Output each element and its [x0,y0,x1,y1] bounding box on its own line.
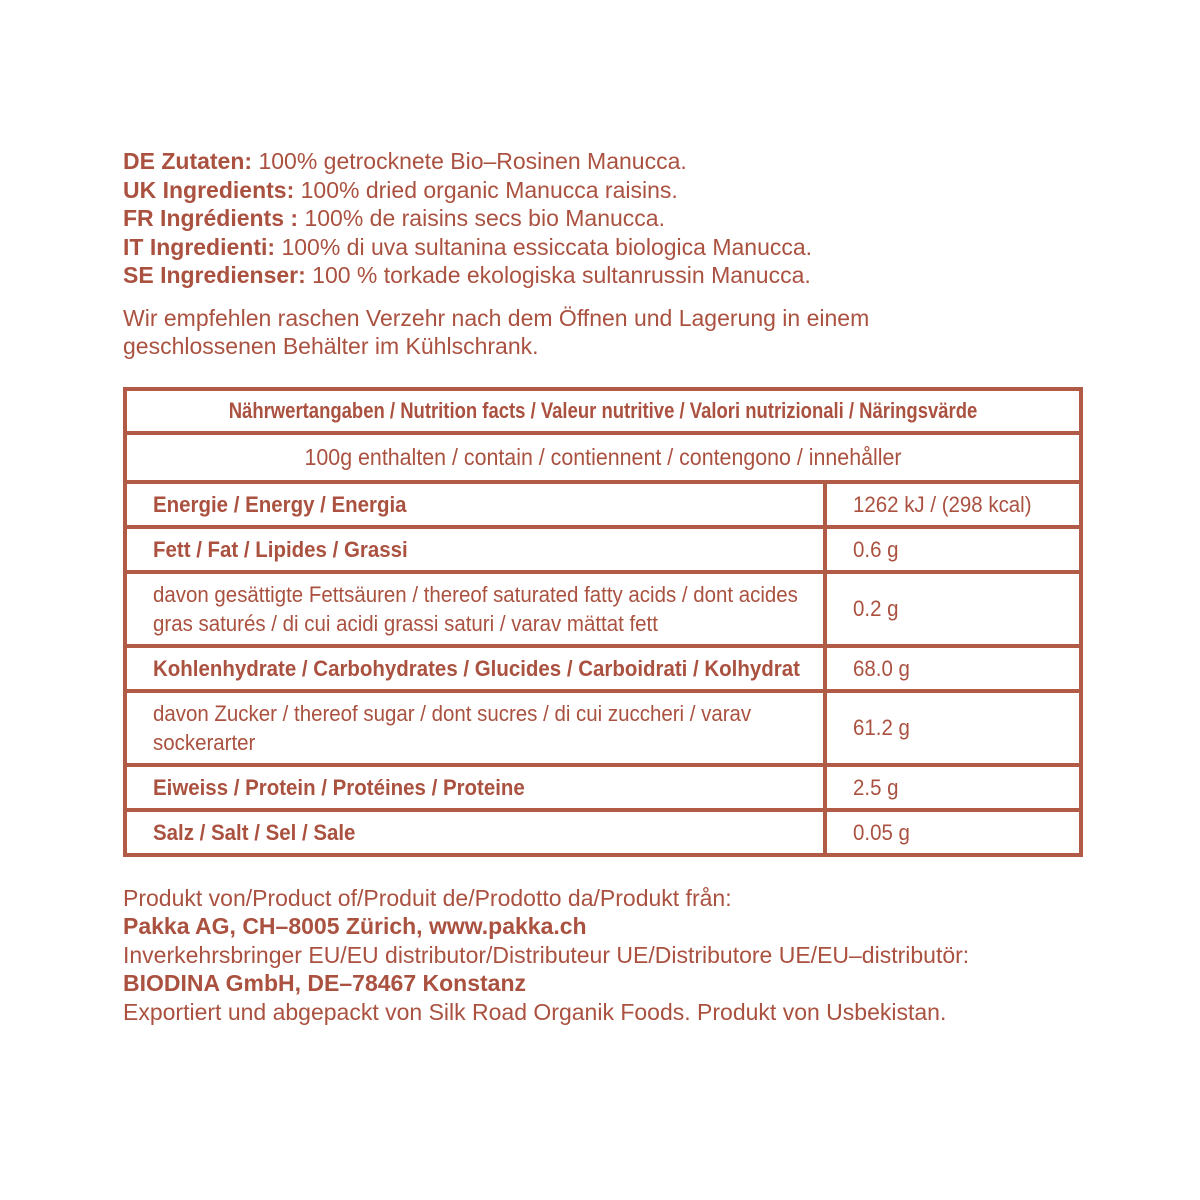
nutrition-row-fat [125,527,1081,572]
ingredient-prefix: SE Ingredienser: [123,262,306,288]
ingredient-text: 100% dried organic Manucca raisins. [300,176,678,203]
ingredient-line-fr [123,204,1079,233]
nutrition-row-label: Energie / Energy / Energia [125,482,825,527]
ingredient-text: 100% di uva sultanina essiccata biologica Manucca. [281,233,813,260]
ingredient-line-se [123,261,1079,290]
nutrition-row-value: 1262 kJ / (298 kcal) [825,482,1081,527]
nutrition-row-label: Salz / Salt / Sel / Sale [125,810,825,855]
nutrition-row-protein [125,765,1081,810]
ingredient-text: 100 % torkade ekologiska sultanrussin Manucca. [312,262,811,288]
ingredient-text: 100% de raisins secs bio Manucca. [304,205,665,231]
ingredient-line-de [123,147,1079,176]
product-of-line: Produkt von/Product of/Produit de/Prodotto da/Produkt från: [123,884,732,911]
nutrition-table-subtitle: 100g enthalten / contain / contiennent / contengono / innehåller [304,443,902,470]
nutrition-row-label: davon Zucker / thereof sugar / dont sucres / di cui zuccheri / varav sockerarter [125,691,825,765]
nutrition-row-label: Fett / Fat / Lipides / Grassi [125,527,825,572]
ingredient-prefix: IT Ingredienti: [123,233,276,260]
nutrition-table-subtitle-row [125,433,1081,482]
eu-distributor-line: BIODINA GmbH, DE–78467 Konstanz [123,970,527,996]
export-origin-line: Exportiert und abgepackt von Silk Road Organik Foods. Produkt von Usbekistan. [123,998,947,1025]
ingredients-section [123,147,1079,290]
nutrition-row-value: 0.6 g [825,527,1081,572]
nutrition-row-label: Kohlenhydrate / Carbohydrates / Glucides / Carboidrati / Kolhydrat [125,646,825,691]
nutrition-table-subtitle-cell [125,433,1081,482]
ingredient-prefix: DE Zutaten: [123,148,253,174]
ingredient-text: 100% getrocknete Bio–Rosinen Manucca. [258,148,687,174]
eu-distributor-label-line: Inverkehrsbringer EU/EU distributor/Distributeur UE/Distributore UE/EU–distributör: [123,941,970,968]
label-content [123,147,1079,1026]
nutrition-row-label: davon gesättigte Fettsäuren / thereof saturated fatty acids / dont acides gras saturés / di cui acidi grassi saturi / varav mättat fett [125,572,825,646]
nutrition-row-energy [125,482,1081,527]
producer-line: Pakka AG, CH–8005 Zürich, www.pakka.ch [123,913,587,939]
nutrition-row-value: 68.0 g [825,646,1081,691]
ingredient-line-uk [123,176,1079,205]
nutrition-table-title-row [125,389,1081,433]
ingredient-prefix: FR Ingrédients : [123,205,299,231]
nutrition-row-value: 61.2 g [825,691,1081,765]
nutrition-row-value: 0.05 g [825,810,1081,855]
nutrition-row-value: 0.2 g [825,572,1081,646]
ingredient-prefix: UK Ingredients: [123,176,295,203]
ingredient-line-it [123,233,1079,262]
nutrition-table-title: Nährwertangaben / Nutrition facts / Valeur nutritive / Valori nutrizionali / Näringsvärde [228,397,978,423]
producer-info [123,884,1079,1027]
nutrition-table-title-cell [125,389,1081,433]
storage-note: Wir empfehlen raschen Verzehr nach dem Öffnen und Lagerung in einem geschlossenen Behälter im Kühlschrank. [123,304,870,359]
nutrition-row-sugar [125,691,1081,765]
nutrition-row-carbohydrates [125,646,1081,691]
nutrition-row-label: Eiweiss / Protein / Protéines / Proteine [125,765,825,810]
nutrition-row-saturated-fat [125,572,1081,646]
nutrition-row-value: 2.5 g [825,765,1081,810]
nutrition-row-salt [125,810,1081,855]
nutrition-table [123,387,1083,857]
